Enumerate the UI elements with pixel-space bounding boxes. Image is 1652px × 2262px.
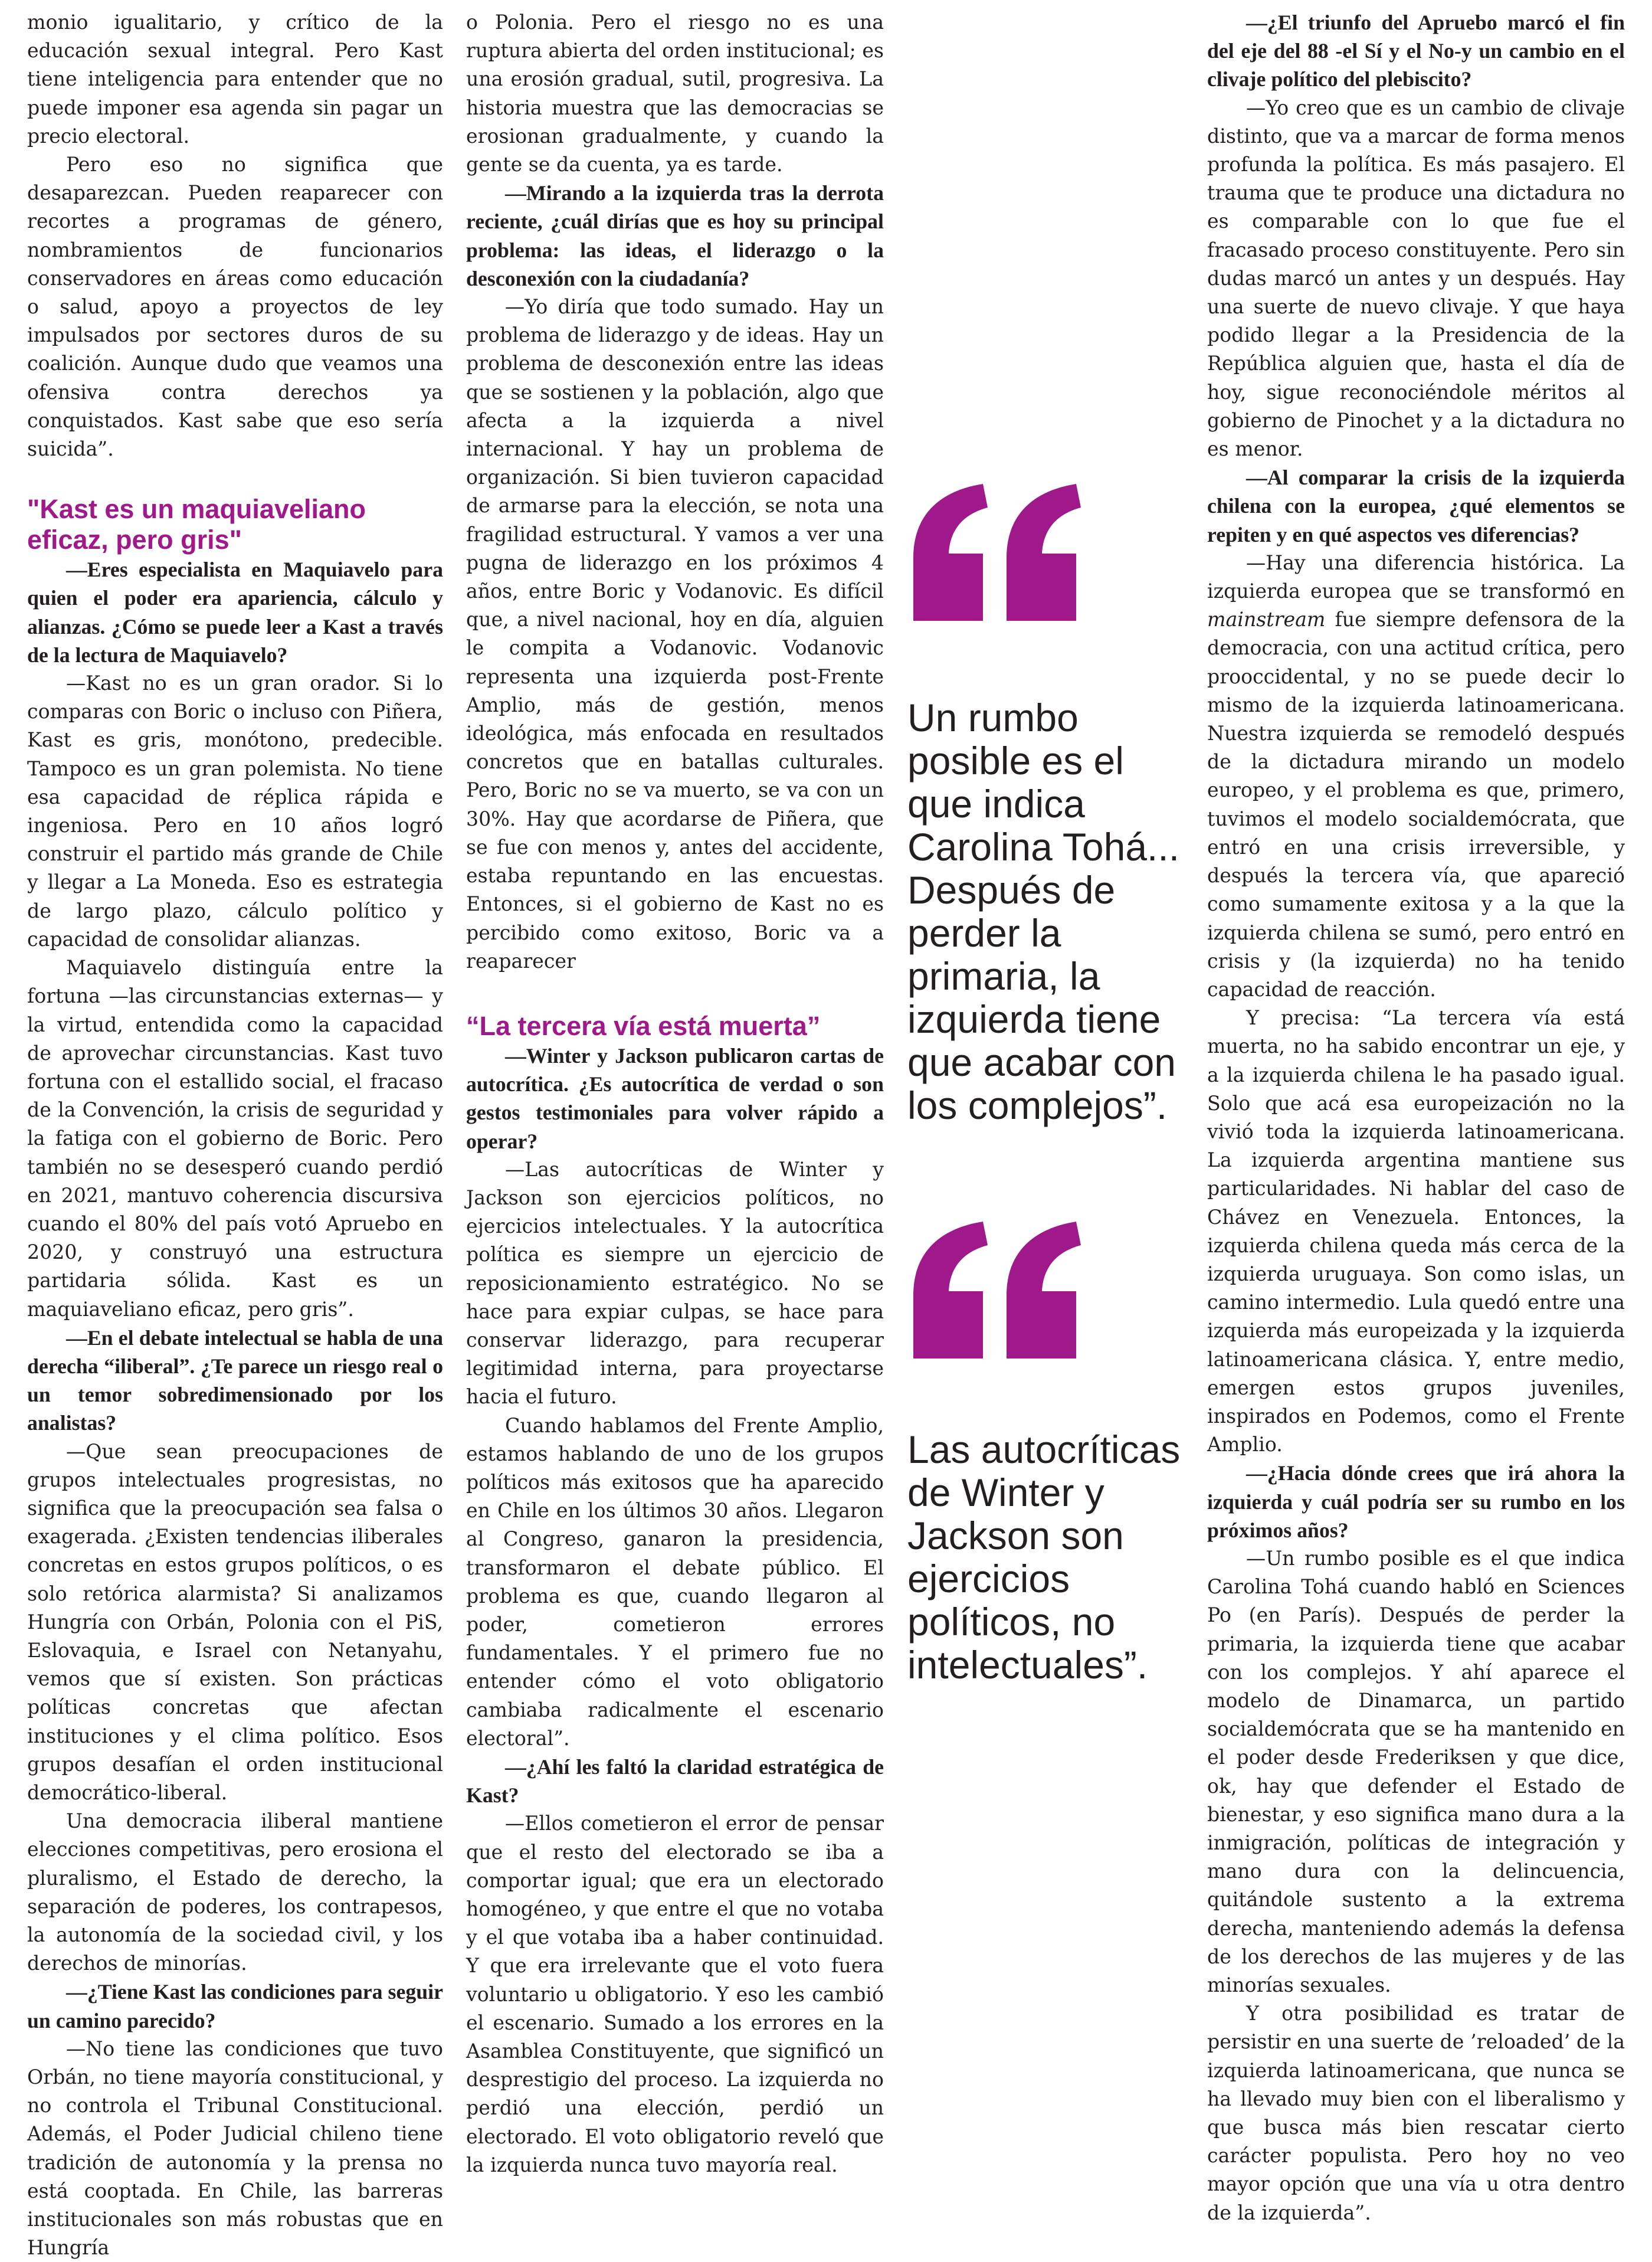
text-run: fue siempre defensora de la democracia, con una actitud crítica, pero prooccidental, y no se puede decir lo mismo de la izquierda latinoamericana. Nuestra izquierda se remodeló después de la dictadura mirando un modelo europeo, y el problema es que, primero, tuvimos el modelo socialdemócrata, que entró en una crisis irreversible, y después la tercera vía, que apareció como sumamente exitosa y a la que la izquierda chilena se sumó, pero entró en crisis y (la izquierda) no ha tenido capacidad de reacción. [1207, 608, 1625, 1001]
paragraph: —Yo diría que todo sumado. Hay un problema de liderazgo y de ideas. Hay un problema de desconexión entre las ideas que se sostienen y la población, algo que afecta a la izquierda a nivel internacional. Y hay un problema de organización. Si bien tuvieron capacidad de armarse para la elección, se nota una fragilidad estructural. Y vamos a ver una pugna de liderazgo en los próximos 4 años, entre Boric y Vodanovic. Es difícil que, a nivel nacional, hoy en día, alguien le compita a Vodanovic. Vodanovic representa una izquierda post-Frente Amplio, más de gestión, menos ideológica, más enfocada en resultados concretos que en batallas culturales. Pero, Boric no se va muerto, se va con un 30%. Hay que acordarse de Piñera, que se fue con menos y, antes del accidente, estaba repuntando en las encuestas. Entonces, si el gobierno de Kast no es percibido como exitoso, Boric va a reaparecer [466, 295, 884, 973]
pull-quote: Las autocríticas de Winter y Jackson son ejercicios políticos, no intelectuales”. [907, 1428, 1181, 1687]
paragraph: monio igualitario, y crítico de la educación sexual integral. Pero Kast tiene inteligencia para entender que no puede imponer esa agenda sin pagar un precio electoral. [27, 11, 443, 148]
paragraph: Pero eso no significa que desaparezcan. Pueden reaparecer con recortes a programas de género, nombramientos de funcionarios conservadores en áreas como educación o salud, apoyo a proyectos de ley impulsados por sectores duros de su coalición. Aunque dudo que veamos una ofensiva contra derechos ya conquistados. Kast sabe que eso sería suicida”. [27, 153, 443, 461]
interview-question: —Mirando a la izquierda tras la derrota reciente, ¿cuál dirías que es hoy su principal problema: las ideas, el liderazgo o la desconexión con la ciudadanía? [466, 181, 884, 290]
interview-question: —¿Ahí les faltó la claridad estratégica de Kast? [466, 1754, 884, 1808]
interview-question: —Al comparar la crisis de la izquierda chilena con la europea, ¿qué elementos se repiten y en qué aspectos ves diferencias? [1207, 466, 1625, 546]
interview-question: —¿Tiene Kast las condiciones para seguir un camino parecido? [27, 1980, 443, 2032]
interview-question: —Eres especialista en Maquiavelo para quien el poder era apariencia, cálculo y alianzas. ¿Cómo se puede leer a Kast a través de la lectura de Maquiavelo? [27, 558, 443, 667]
paragraph [1207, 549, 1625, 1004]
text-run: —Hay una diferencia histórica. La izquierda europea que se transformó en [1207, 551, 1625, 603]
quotation-mark-icon [907, 484, 1090, 626]
article-column-1 [27, 8, 443, 2262]
article-column-2 [466, 8, 884, 2179]
article-column-4 [1207, 8, 1625, 2227]
paragraph: —Yo creo que es un cambio de clivaje distinto, que va a marcar de forma menos profunda la política. Es más pasajero. El trauma que te produce una dictadura no es comparable con lo que fue el fracasado proceso constituyente. Pero sin dudas marcó un antes y un después. Hay una suerte de nuevo clivaje. Y que haya podido llegar a la Presidencia de la República alguien que, hasta el día de hoy, sigue reconociéndole méritos al gobierno de Pinochet y a la dictadura no es menor. [1207, 96, 1625, 461]
paragraph: —Que sean preocupaciones de grupos intelectuales progresistas, no significa que la preocupación sea falsa o exagerada. ¿Existen tendencias iliberales concretas en estos grupos políticos, o es solo retórica alarmista? Si analizamos Hungría con Orbán, Polonia con el PiS, Eslovaquia, e Israel con Netanyahu, vemos que sí existen. Son prácticas políticas concretas que afectan instituciones y el clima político. Esos grupos desafían el orden institucional democrático-liberal. [27, 1439, 443, 1804]
interview-question: —En el debate intelectual se habla de una derecha “iliberal”. ¿Te parece un riesgo real o un temor sobredimensionado por los analistas? [27, 1325, 443, 1435]
pull-quote: Un rumbo posible es el que indica Carolina Tohá... Después de perder la primaria, la izquierda tiene que acabar con los complejos”. [907, 696, 1180, 1127]
interview-question: —¿El triunfo del Apruebo marcó el fin del eje del 88 -el Sí y el No-y un cambio en el clivaje político del plebiscito? [1207, 11, 1625, 91]
paragraph: o Polonia. Pero el riesgo no es una ruptura abierta del orden institucional; es una erosión gradual, sutil, progresiva. La historia muestra que las democracias se erosionan gradualmente, y cuando la gente se da cuenta, ya es tarde. [466, 11, 884, 176]
paragraph: —No tiene las condiciones que tuvo Orbán, no tiene mayoría constitucional, y no controla el Tribunal Constitucional. Además, el Poder Judicial chileno tiene tradición de autonomía y la prensa no está cooptada. En Chile, las barreras institucionales son más robustas que en Hungría [27, 2037, 443, 2260]
paragraph: Maquiavelo distinguía entre la fortuna —las circunstancias externas— y la virtud, entendida como la capacidad de aprovechar circunstancias. Kast tuvo fortuna con el estallido social, el fracaso de la Convención, la crisis de seguridad y la fatiga con el gobierno de Boric. Pero también no se desesperó cuando perdió en 2021, mantuvo coherencia discursiva cuando el 80% del país votó Apruebo en 2020, y construyó una estructura partidaria sólida. Kast es un maquiaveliano eficaz, pero gris”. [27, 956, 443, 1321]
italic-term: mainstream [1207, 608, 1326, 631]
paragraph: Cuando hablamos del Frente Amplio, estamos hablando de uno de los grupos políticos más exitosos que ha aparecido en Chile en los últimos 30 años. Llegaron al Congreso, ganaron la presidencia, transformaron el debate público. El problema es que, cuando llegaron al poder, cometieron errores fundamentales. Y el primero fue no entender cómo el voto obligatorio cambiaba radicalmente el escenario electoral”. [466, 1413, 884, 1750]
paragraph: Y precisa: “La tercera vía está muerta, no ha sabido encontrar un eje, y a la izquierda chilena le ha pasado igual. Solo que acá esa europeización no la vivió toda la izquierda latinoamericana. La izquierda argentina mantiene sus particularidades. Ni hablar del caso de Chávez en Venezuela. Entonces, la izquierda chilena queda más cerca de la izquierda uruguaya. Son como islas, un camino intermedio. Lula quedó entre una izquierda más europeizada y la izquierda latinoamericana clásica. Y, entre medio, emergen estos grupos juveniles, inspirados en Podemos, como el Frente Amplio. [1207, 1006, 1625, 1456]
interview-question: —¿Hacia dónde crees que irá ahora la izquierda y cuál podría ser su rumbo en los próximos años? [1207, 1461, 1625, 1542]
section-heading-kast: "Kast es un maquiaveliano eficaz, pero gris" [27, 494, 366, 555]
paragraph: Una democracia iliberal mantiene elecciones competitivas, pero erosiona el pluralismo, el Estado de derecho, la separación de poderes, los contrapesos, la autonomía de la sociedad civil, y los derechos de minorías. [27, 1809, 443, 1975]
paragraph: —Las autocríticas de Winter y Jackson son ejercicios políticos, no ejercicios intelectuales. Y la autocrítica política es siempre un ejercicio de reposicionamiento estratégico. No se hace para expiar culpas, se hace para conservar liderazgo, para recuperar legitimidad interna, para proyectarse hacia el futuro. [466, 1157, 884, 1409]
paragraph: —Kast no es un gran orador. Si lo comparas con Boric o incluso con Piñera, Kast es gris, monótono, predecible. Tampoco es un gran polemista. No tiene esa capacidad de réplica rápida e ingeniosa. Pero en 10 años logró construir el partido más grande de Chile y llegar a La Moneda. Eso es estrategia de largo plazo, cálculo político y capacidad de consolidar alianzas. [27, 672, 443, 951]
paragraph: —Ellos cometieron el error de pensar que el resto del electorado se iba a comportar igual; que era un electorado homogéneo, y que entre el que no votaba y el que votaba iba a haber continuidad. Y que era irrelevante que el voto fuera voluntario u obligatorio. Y eso les cambió el escenario. Sumado a los errores en la Asamblea Constituyente, que significó un desprestigio del proceso. La izquierda no perdió una elección, perdió un electorado. El voto obligatorio reveló que la izquierda nunca tuvo mayoría real. [466, 1812, 884, 2176]
paragraph: Y otra posibilidad es tratar de persistir en una suerte de ’reloaded’ de la izquierda latinoamericana, que nunca se ha llevado muy bien con el liberalismo y que busca más bien rescatar cierto carácter populista. Pero hoy no veo mayor opción que una vía u otra dentro de la izquierda”. [1207, 2002, 1625, 2224]
quotation-mark-icon [907, 1222, 1090, 1363]
section-heading-tercera-via: “La tercera vía está muerta” [466, 1010, 821, 1041]
paragraph: —Un rumbo posible es el que indica Carolina Tohá cuando habló en Sciences Po (en París). Después de perder la primaria, la izquierda tiene que acabar con los complejos. Y ahí aparece el modelo de Dinamarca, un partido socialdemócrata que se ha mantenido en el poder desde Frederiksen y que dice, ok, hay que defender el Estado de bienestar, y eso significa mano dura a la inmigración, políticas de integración y mano dura con la delincuencia, quitándole sustento a la extrema derecha, manteniendo además la defensa de los derechos de las mujeres y de las minorías sexuales. [1207, 1546, 1625, 1997]
interview-question: —Winter y Jackson publicaron cartas de autocrítica. ¿Es autocrítica de verdad o son gestos testimoniales para volver rápido a operar? [466, 1043, 884, 1153]
